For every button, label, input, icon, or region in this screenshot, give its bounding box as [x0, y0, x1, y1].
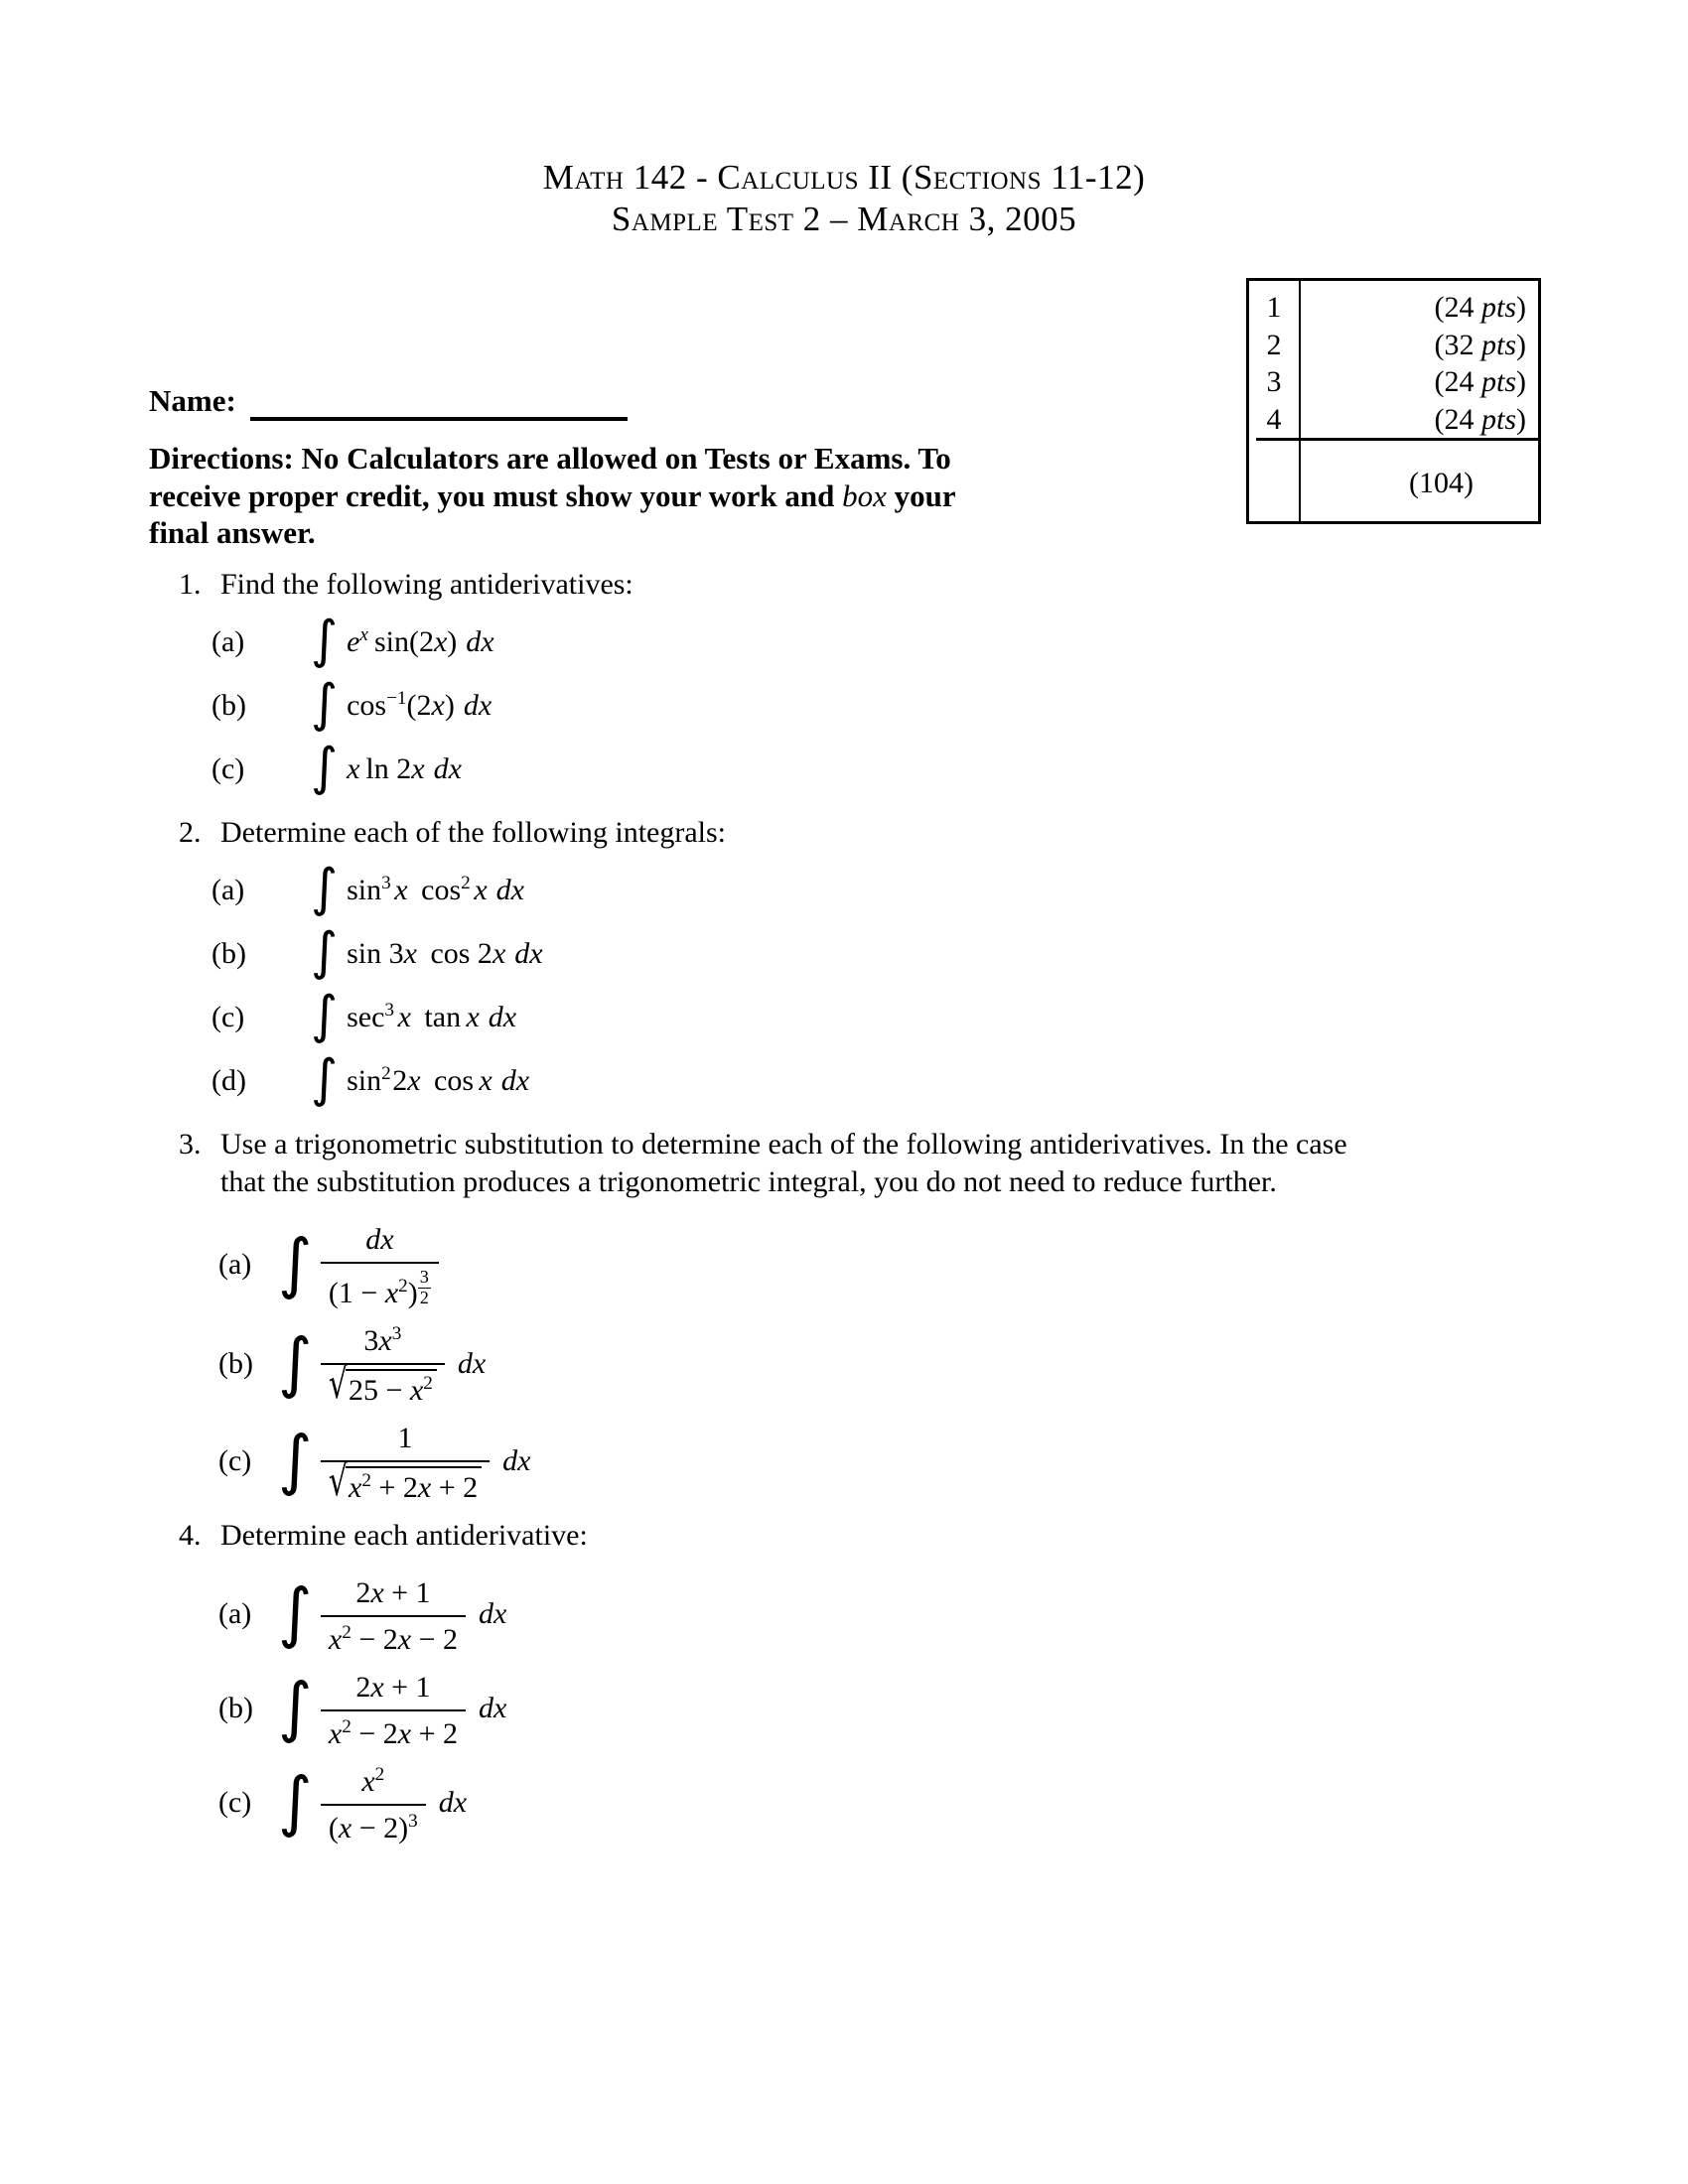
math-expression	[278, 1421, 531, 1507]
radical-sign-icon: √	[328, 1359, 349, 1410]
fraction-denominator	[321, 1709, 466, 1753]
math-superscript	[386, 688, 406, 709]
radicand	[346, 1466, 482, 1507]
math-variable: dx	[463, 688, 492, 722]
math-expression	[311, 674, 492, 735]
math-text: 2	[381, 1062, 391, 1084]
math-text: 3	[381, 872, 391, 893]
math-variable: x	[479, 1063, 492, 1097]
course-title: Math 142 - Calculus II (Sections 11-12)	[542, 158, 1146, 197]
math-variable: x	[338, 1812, 352, 1845]
math-superscript	[381, 873, 391, 893]
integral-sign-icon: ∫	[311, 1049, 339, 1110]
math-superscript	[375, 1764, 385, 1785]
math-text: 3	[363, 1323, 379, 1357]
math-variable: e	[347, 625, 360, 658]
math-superscript	[392, 1323, 402, 1344]
integral-sign-icon: ∫	[311, 738, 339, 798]
radical-sign-icon: √	[328, 1456, 349, 1507]
math-variable: dx	[488, 1000, 517, 1033]
math-expression	[278, 1763, 468, 1845]
math-expression	[311, 922, 543, 983]
problem-number: 4.	[179, 1518, 202, 1552]
problem-item	[179, 1574, 1549, 1659]
score-table	[1246, 278, 1541, 524]
score-row	[1249, 401, 1538, 439]
math-variable: dx	[500, 1063, 530, 1097]
directions-line	[149, 440, 956, 478]
math-expression	[311, 1049, 530, 1110]
math-variable: x	[370, 1575, 384, 1609]
math-variable: dx	[457, 1346, 487, 1380]
math-text: tan	[424, 1000, 462, 1033]
fraction-numerator	[321, 1669, 466, 1710]
problem-item	[179, 738, 1549, 798]
directions-emphasis: box	[842, 478, 887, 513]
problem-text: Determine each of the following integrals:	[220, 815, 726, 849]
math-expression	[311, 859, 524, 919]
score-table-rows	[1249, 289, 1538, 438]
problem-item	[179, 1049, 1549, 1110]
points-unit: pts	[1480, 365, 1516, 398]
math-text: cos	[434, 1063, 475, 1097]
points-open: (32	[1434, 328, 1481, 361]
problem-item	[179, 1669, 1549, 1753]
math-variable: x	[328, 1623, 343, 1657]
directions-line	[149, 478, 956, 515]
item-label: (b)	[211, 936, 246, 970]
problem	[179, 566, 1549, 798]
integral-sign-icon: ∫	[311, 986, 339, 1046]
problem	[179, 814, 1549, 1110]
exponent-denominator: 2	[419, 1287, 429, 1307]
problem-index: 3	[1266, 365, 1282, 398]
math-fraction	[321, 1763, 426, 1847]
item-label: (b)	[218, 1346, 253, 1380]
math-expression	[311, 611, 494, 671]
math-fraction	[321, 1669, 466, 1753]
math-variable: x	[349, 1471, 362, 1505]
math-variable: dx	[365, 1222, 394, 1256]
problem-number: 2.	[179, 815, 202, 849]
math-expression	[278, 1222, 443, 1310]
math-text: sec	[347, 1000, 385, 1033]
math-expression	[311, 738, 462, 798]
math-text: −1	[386, 687, 407, 709]
integral-sign-icon: ∫	[278, 1323, 313, 1401]
points-close: )	[1516, 328, 1526, 361]
score-row	[1249, 327, 1538, 364]
problem-index: 1	[1266, 291, 1282, 324]
document-header	[0, 157, 1688, 240]
item-label: (c)	[218, 1786, 252, 1820]
fraction-denominator	[321, 1359, 445, 1410]
problem-items	[179, 1574, 1549, 1847]
problem-text: Determine each antiderivative:	[220, 1518, 588, 1552]
math-text: − 2	[411, 1623, 458, 1657]
math-text: 2	[374, 1763, 385, 1785]
math-variable: x	[397, 1623, 412, 1657]
total-points: (104)	[1409, 467, 1474, 499]
math-text: + 2	[411, 1717, 458, 1751]
math-variable: dx	[514, 936, 543, 970]
problem-item	[179, 674, 1549, 735]
problem-item	[179, 1763, 1549, 1847]
math-text: cos	[421, 873, 462, 906]
points-cell	[1299, 363, 1538, 401]
points-cell	[1299, 401, 1538, 439]
integral-sign-icon: ∫	[311, 674, 339, 735]
math-variable: x	[384, 1277, 399, 1310]
math-text: sin	[347, 873, 382, 906]
integral-sign-icon: ∫	[311, 859, 339, 919]
math-variable: dx	[478, 1692, 507, 1725]
directions	[149, 440, 956, 552]
math-variable: x	[370, 1670, 384, 1704]
math-variable: x	[474, 873, 488, 906]
directions-text: Directions: No Calculators are allowed on Tests or Exams. To	[149, 441, 951, 476]
math-variable: x	[407, 1063, 421, 1097]
math-variable: x	[394, 873, 408, 906]
points-open: (24	[1434, 402, 1481, 436]
math-text: 3	[391, 1322, 402, 1344]
problem-items	[179, 611, 1549, 798]
fraction-denominator	[321, 1262, 439, 1312]
math-superscript	[342, 1622, 352, 1643]
integral-sign-icon: ∫	[311, 922, 339, 983]
math-superscript	[342, 1716, 352, 1737]
problem-number: 1.	[179, 568, 202, 601]
problem-index: 2	[1266, 328, 1282, 361]
fraction-numerator	[321, 1574, 466, 1616]
math-text: (1 −	[328, 1277, 385, 1310]
integral-sign-icon: ∫	[278, 1669, 313, 1746]
integral-sign-icon: ∫	[278, 1574, 313, 1652]
points-cell	[1299, 289, 1538, 327]
problem-item	[179, 859, 1549, 919]
problem-items	[179, 1221, 1549, 1507]
math-variable: dx	[502, 1443, 531, 1477]
math-variable: x	[411, 751, 425, 785]
problem-head	[179, 566, 1549, 604]
math-variable: dx	[466, 625, 494, 658]
problem-item	[179, 1221, 1549, 1312]
math-superscript	[461, 873, 471, 893]
math-text: + 2	[431, 1471, 479, 1505]
name-field	[149, 383, 628, 419]
points-unit: pts	[1480, 291, 1516, 324]
math-square-root	[328, 1456, 482, 1507]
math-variable: x	[466, 1000, 480, 1033]
math-text: + 1	[383, 1670, 431, 1704]
math-superscript	[423, 1373, 433, 1394]
directions-text: receive proper credit, you must show your work and	[149, 478, 843, 513]
math-variable: x	[492, 936, 506, 970]
math-expression	[311, 986, 517, 1046]
math-variable: x	[347, 751, 360, 785]
math-superscript	[359, 624, 368, 645]
problem-item	[179, 611, 1549, 671]
name-label: Name:	[149, 383, 236, 418]
math-superscript	[418, 1267, 431, 1307]
math-variable: x	[397, 1000, 411, 1033]
problem-index: 4	[1266, 402, 1282, 436]
math-text: cos 2	[430, 936, 492, 970]
problem-item	[179, 986, 1549, 1046]
math-text: 2	[355, 1575, 371, 1609]
item-label: (b)	[218, 1692, 253, 1725]
math-text: 2	[342, 1622, 352, 1644]
math-text: (	[328, 1812, 339, 1845]
math-variable: x	[433, 625, 448, 658]
fraction-numerator	[321, 1763, 426, 1805]
math-text: 2	[398, 1276, 408, 1297]
math-text: )	[444, 688, 455, 722]
math-superscript	[408, 1811, 418, 1832]
math-text: − 2	[351, 1623, 398, 1657]
math-variable: x	[378, 1323, 392, 1357]
problem-item	[179, 1322, 1549, 1410]
item-label: (a)	[218, 1597, 252, 1631]
problems-list	[179, 566, 1549, 1857]
math-variable: x	[431, 688, 445, 722]
math-square-root	[328, 1359, 437, 1410]
math-variable: x	[409, 1374, 424, 1408]
problem-item	[179, 922, 1549, 983]
problem-number: 3.	[179, 1127, 202, 1160]
math-variable: x	[328, 1717, 343, 1751]
radicand	[346, 1369, 437, 1410]
math-variable: x	[361, 1764, 375, 1798]
test-subtitle: Sample Test 2 – March 3, 2005	[611, 200, 1077, 238]
math-variable: dx	[438, 1786, 468, 1820]
math-text: 1	[397, 1421, 413, 1454]
problem-head	[179, 1126, 1549, 1201]
math-text: (2	[406, 688, 432, 722]
item-label: (b)	[211, 688, 246, 722]
problem-text: Find the following antiderivatives:	[220, 568, 633, 601]
math-superscript	[398, 1276, 408, 1297]
math-expression	[278, 1322, 487, 1410]
fraction-denominator	[321, 1804, 426, 1847]
directions-line	[149, 514, 956, 552]
integral-sign-icon: ∫	[278, 1763, 313, 1841]
fraction-denominator	[321, 1456, 490, 1507]
math-variable: dx	[478, 1597, 507, 1631]
math-text: 3	[408, 1811, 418, 1833]
math-text: − 2	[351, 1717, 398, 1751]
problem	[179, 1126, 1549, 1507]
problem-text: that the substitution produces a trigonometric integral, you do not need to reduce further.	[220, 1164, 1277, 1198]
math-expression	[278, 1574, 507, 1657]
integral-sign-icon: ∫	[278, 1224, 313, 1301]
math-text: 2	[423, 1373, 433, 1395]
math-text: ln 2	[365, 751, 412, 785]
item-label: (a)	[211, 873, 245, 906]
math-text: 2	[361, 1470, 371, 1492]
item-label: (d)	[211, 1063, 246, 1097]
item-label: (a)	[218, 1247, 252, 1281]
math-fraction	[321, 1322, 445, 1410]
math-text: 2	[342, 1716, 352, 1738]
fraction-denominator	[321, 1615, 466, 1659]
math-superscript	[381, 1063, 391, 1084]
problem-items	[179, 859, 1549, 1110]
integral-sign-icon: ∫	[278, 1421, 313, 1498]
item-label: (c)	[211, 751, 245, 785]
math-fraction	[321, 1574, 466, 1659]
item-label: (c)	[211, 1000, 245, 1033]
integral-sign-icon: ∫	[311, 611, 339, 671]
math-variable: x	[403, 936, 417, 970]
points-cell	[1299, 327, 1538, 364]
math-text: 2	[392, 1063, 408, 1097]
problem-head	[179, 1517, 1549, 1555]
problem-text: Use a trigonometric substitution to determine each of the following antiderivatives. In the case	[220, 1127, 1347, 1160]
math-variable: x	[417, 1471, 432, 1505]
math-expression	[278, 1669, 507, 1751]
math-variable: x	[359, 624, 368, 645]
problem-item	[179, 1420, 1549, 1507]
math-text: − 2)	[352, 1812, 409, 1845]
math-text: 25 −	[349, 1374, 410, 1408]
points-unit: pts	[1480, 328, 1516, 361]
math-text: )	[407, 1277, 418, 1310]
problem	[179, 1517, 1549, 1847]
points-close: )	[1516, 291, 1526, 324]
math-superscript	[384, 1000, 394, 1021]
math-fraction	[321, 1221, 439, 1312]
problem-head	[179, 814, 1549, 852]
math-fraction	[321, 1420, 490, 1507]
score-row	[1249, 363, 1538, 401]
math-text: )	[447, 625, 458, 658]
math-variable: dx	[495, 873, 524, 906]
points-open: (24	[1434, 365, 1481, 398]
math-text: sin(2	[373, 625, 434, 658]
score-table-total-rule	[1256, 438, 1538, 441]
math-text: 2	[461, 872, 471, 893]
points-unit: pts	[1480, 402, 1516, 436]
directions-text: final answer.	[149, 515, 316, 550]
points-close: )	[1516, 402, 1526, 436]
math-text: 3	[384, 999, 394, 1021]
math-variable: x	[397, 1717, 412, 1751]
fraction-numerator	[321, 1221, 439, 1263]
math-variable: dx	[433, 751, 462, 785]
item-label: (c)	[218, 1443, 252, 1477]
points-open: (24	[1434, 291, 1481, 324]
name-blank-line	[250, 411, 628, 421]
math-text: + 1	[383, 1575, 431, 1609]
math-superscript	[361, 1470, 371, 1491]
score-row	[1249, 289, 1538, 327]
item-label: (a)	[211, 625, 245, 658]
math-text: sin	[347, 1063, 382, 1097]
math-text: 2	[355, 1670, 371, 1704]
math-exponent-fraction	[418, 1268, 431, 1306]
math-text: sin 3	[347, 936, 404, 970]
math-text: + 2	[370, 1471, 418, 1505]
exponent-numerator: 3	[419, 1267, 429, 1288]
math-text: cos	[347, 688, 387, 722]
points-close: )	[1516, 365, 1526, 398]
directions-text: your	[886, 478, 956, 513]
